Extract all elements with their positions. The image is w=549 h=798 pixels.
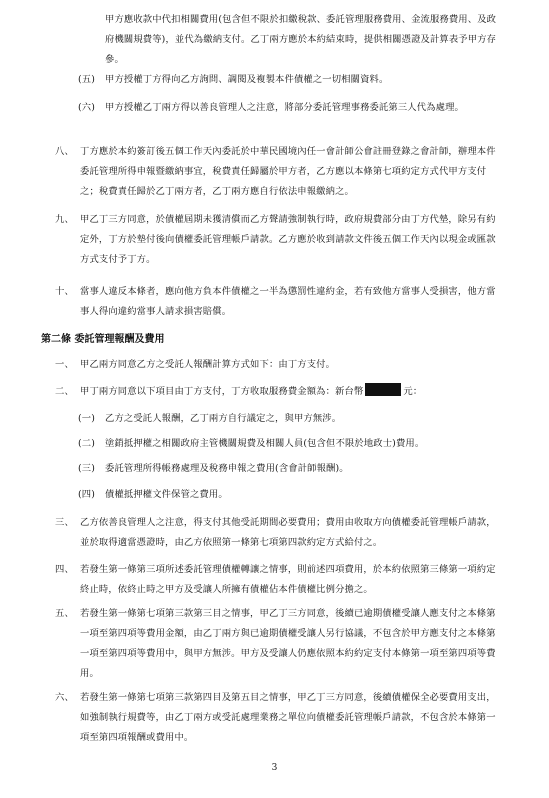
clause-text: 甲方授權丁方得向乙方詢問、調閱及複製本件債權之一切相關資料。 (105, 74, 389, 85)
clause-text: 債權抵押權文件保管之費用。 (105, 489, 228, 500)
article2-item-2 (55, 382, 498, 402)
clause-number: 十、 (55, 286, 74, 297)
clause-number: 九、 (55, 214, 74, 225)
clause-number: (五) (78, 74, 96, 85)
clause-text: 甲乙丁三方同意，於債權屆期未獲清償而乙方聲請強制執行時，政府規費部分由丁方代墊，除另有約定外，丁方於墊付後向債權委託管理帳戶請款。乙方應於收到請款文件後五個工作天內以現金或匯款方式支付予丁方。 (80, 214, 496, 265)
clause-text (80, 382, 498, 402)
clause-number: 一、 (55, 359, 74, 370)
article2-item-1 (55, 355, 498, 375)
clause-item-5 (78, 70, 498, 90)
page-number: 3 (271, 763, 278, 773)
clause-number: (六) (78, 102, 96, 113)
article2-item-3 (55, 513, 498, 553)
article2-subitem-1 (78, 409, 498, 429)
clause-text: 若發生第一條第七項第三款第四目及第五目之情事，甲乙丁三方同意，後續債權保全必要費用支出，如強制執行規費等，由乙丁兩方或受託處理業務之單位向債權委託管理帳戶請款，不包含於本條第一項至第四項報酬或費用中。 (80, 692, 496, 743)
article2-item-6 (55, 688, 498, 748)
article2-subitem-2 (78, 434, 498, 454)
clause-number: (四) (78, 489, 96, 500)
clause-number: 四、 (55, 564, 74, 575)
clause-text: 若發生第一條第三項所述委託管理債權轉讓之情事，則前述四項費用，於本約依照第三條第一項約定終止時，依終止時之甲方及受讓人所擁有債權佔本件債權比例分擔之。 (80, 564, 496, 595)
article-heading: 第二條 委託管理報酬及費用 (41, 334, 165, 345)
clause-number: 八、 (55, 146, 74, 157)
clause-item-9 (55, 210, 498, 270)
clause-text: 當事人違反本條者，應向他方負本件債權之一半為懲罰性違約金，若有致他方當事人受損害，他方當事人得向違約當事人請求損害賠償。 (80, 286, 496, 317)
article2-subitem-4 (78, 485, 498, 505)
paragraph-continuation (105, 10, 498, 70)
clause-item-8 (55, 142, 498, 202)
clause-text: 委託管理所得帳務處理及稅務申報之費用(含會計師報酬)。 (105, 463, 349, 474)
article2-subitem-3 (78, 459, 498, 479)
clause-text: 丁方應於本約簽訂後五個工作天內委託於中華民國境內任一會計師公會註冊登錄之會計師，辦理本件委託管理所得申報暨繳納事宜，稅費責任歸屬於甲方者，乙方應以本條第七項約定方式代甲方支付之；稅費責任歸於乙丁兩方者，乙丁兩方應自行依法申報繳納之。 (80, 146, 496, 197)
clause-number: 二、 (55, 386, 74, 397)
article2-item-5 (55, 604, 498, 684)
clause-number: 五、 (55, 608, 74, 619)
clause-number: (一) (78, 413, 96, 424)
clause-text: 乙方之受託人報酬，乙丁兩方自行議定之，與甲方無涉。 (105, 413, 342, 424)
redacted-amount (365, 383, 401, 396)
clause-text: 塗銷抵押權之相關政府主管機關規費及相關人員(包含但不限於地政士)費用。 (105, 438, 425, 449)
fee-text-after: 元： (403, 386, 423, 397)
article2-item-4 (55, 560, 498, 600)
fee-text-before: 甲丁兩方同意以下項目由丁方支付，丁方收取服務費金額為：新台幣 (80, 386, 364, 397)
clause-text: 若發生第一條第七項第三款第三目之情事，甲乙丁三方同意，後續已逾期債權受讓人應支付之本條第一項至第四項等費用金額，由乙丁兩方與已逾期債權受讓人另行協議，不包含於甲方應支付之本條第一項至第四項等費用中，與甲方無涉。甲方及受讓人仍應依照本約約定支付本條第一項至第四項等費用。 (80, 608, 496, 679)
clause-item-6 (78, 98, 498, 118)
clause-number: (二) (78, 438, 96, 449)
clause-number: 三、 (55, 517, 74, 528)
clause-text: 乙方依善良管理人之注意，得支付其他受託期間必要費用；費用由收取方向債權委託管理帳戶請款，並於取得適當憑證時，由乙方依照第一條第七項第四款約定方式給付之。 (80, 517, 496, 548)
clause-number: (三) (78, 463, 96, 474)
clause-item-10 (55, 282, 498, 322)
clause-text: 甲乙兩方同意乙方之受託人報酬計算方式如下：由丁方支付。 (80, 359, 336, 370)
paragraph-text: 甲方應收款中代扣相關費用(包含但不限於扣繳稅款、委託管理服務費用、金流服務費用、及政府機關規費等)，並代為繳納支付。乙丁兩方應於本約結束時，提供相關憑證及計算表予甲方存參。 (105, 14, 497, 65)
clause-number: 六、 (55, 692, 74, 703)
clause-text: 甲方授權乙丁兩方得以善良管理人之注意，將部分委託管理事務委託第三人代為處理。 (105, 102, 464, 113)
